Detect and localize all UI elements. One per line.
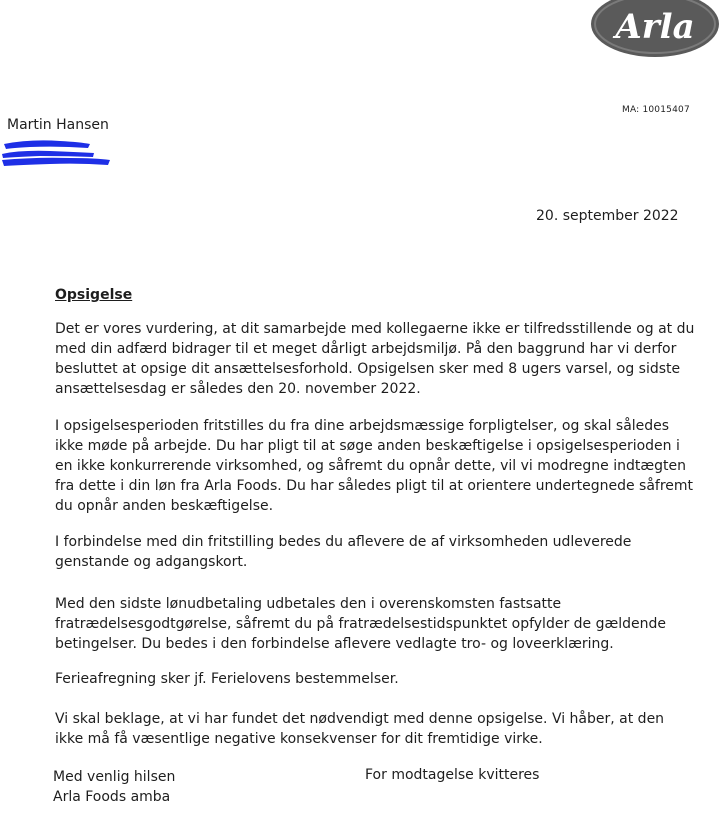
closing-company: Arla Foods amba	[53, 789, 171, 805]
paragraph-5: Ferieafregning sker jf. Ferielovens bestemmelser.	[55, 671, 399, 687]
subject-heading: Opsigelse	[55, 287, 133, 303]
closing-block	[53, 767, 175, 807]
arla-logo	[588, 0, 722, 58]
closing-greeting: Med venlig hilsen	[53, 769, 176, 785]
redacted-address	[0, 136, 112, 172]
reference-number: MA: 10015407	[622, 105, 690, 115]
logo-text: Arla	[615, 7, 695, 47]
paragraph-4: Med den sidste lønudbetaling udbetales den i overenskomsten fastsatte fratrædelsesgodtgørelse, såfremt du på fratrædelsestidspunktet opfylder de gældende betingelser. Du bedes i den forbindelse aflevere vedlagte tro- og loveerklæring.	[55, 596, 667, 652]
paragraph-3: I forbindelse med din fritstilling bedes du aflevere de af virksomheden udleverede genstande og adgangskort.	[55, 534, 632, 570]
paragraph-2: I opsigelsesperioden fritstilles du fra dine arbejdsmæssige forpligtelser, og skal således ikke møde på arbejde. Du har pligt til at søge anden beskæftigelse i opsigelsesperioden i en ikke konkurrerende virksomhed, og såfremt du opnår dette, vil vi modregne indtægten fra dette i din løn fra Arla Foods. Du har således pligt til at orientere undertegnede såfremt du opnår anden beskæftigelse.	[55, 418, 694, 514]
letter-date: 20. september 2022	[536, 208, 679, 224]
receipt-label: For modtagelse kvitteres	[365, 767, 540, 783]
recipient-name: Martin Hansen	[7, 117, 109, 133]
paragraph-1: Det er vores vurdering, at dit samarbejde med kollegaerne ikke er tilfredsstillende og at du med din adfærd bidrager til et meget dårligt arbejdsmiljø. På den baggrund har vi derfor besluttet at opsige dit ansættelsesforhold. Opsigelsen sker med 8 ugers varsel, og sidste ansættelsesdag er således den 20. november 2022.	[55, 321, 695, 397]
paragraph-6: Vi skal beklage, at vi har fundet det nødvendigt med denne opsigelse. Vi håber, at den ikke må få væsentlige negative konsekvenser for dit fremtidige virke.	[55, 711, 665, 747]
